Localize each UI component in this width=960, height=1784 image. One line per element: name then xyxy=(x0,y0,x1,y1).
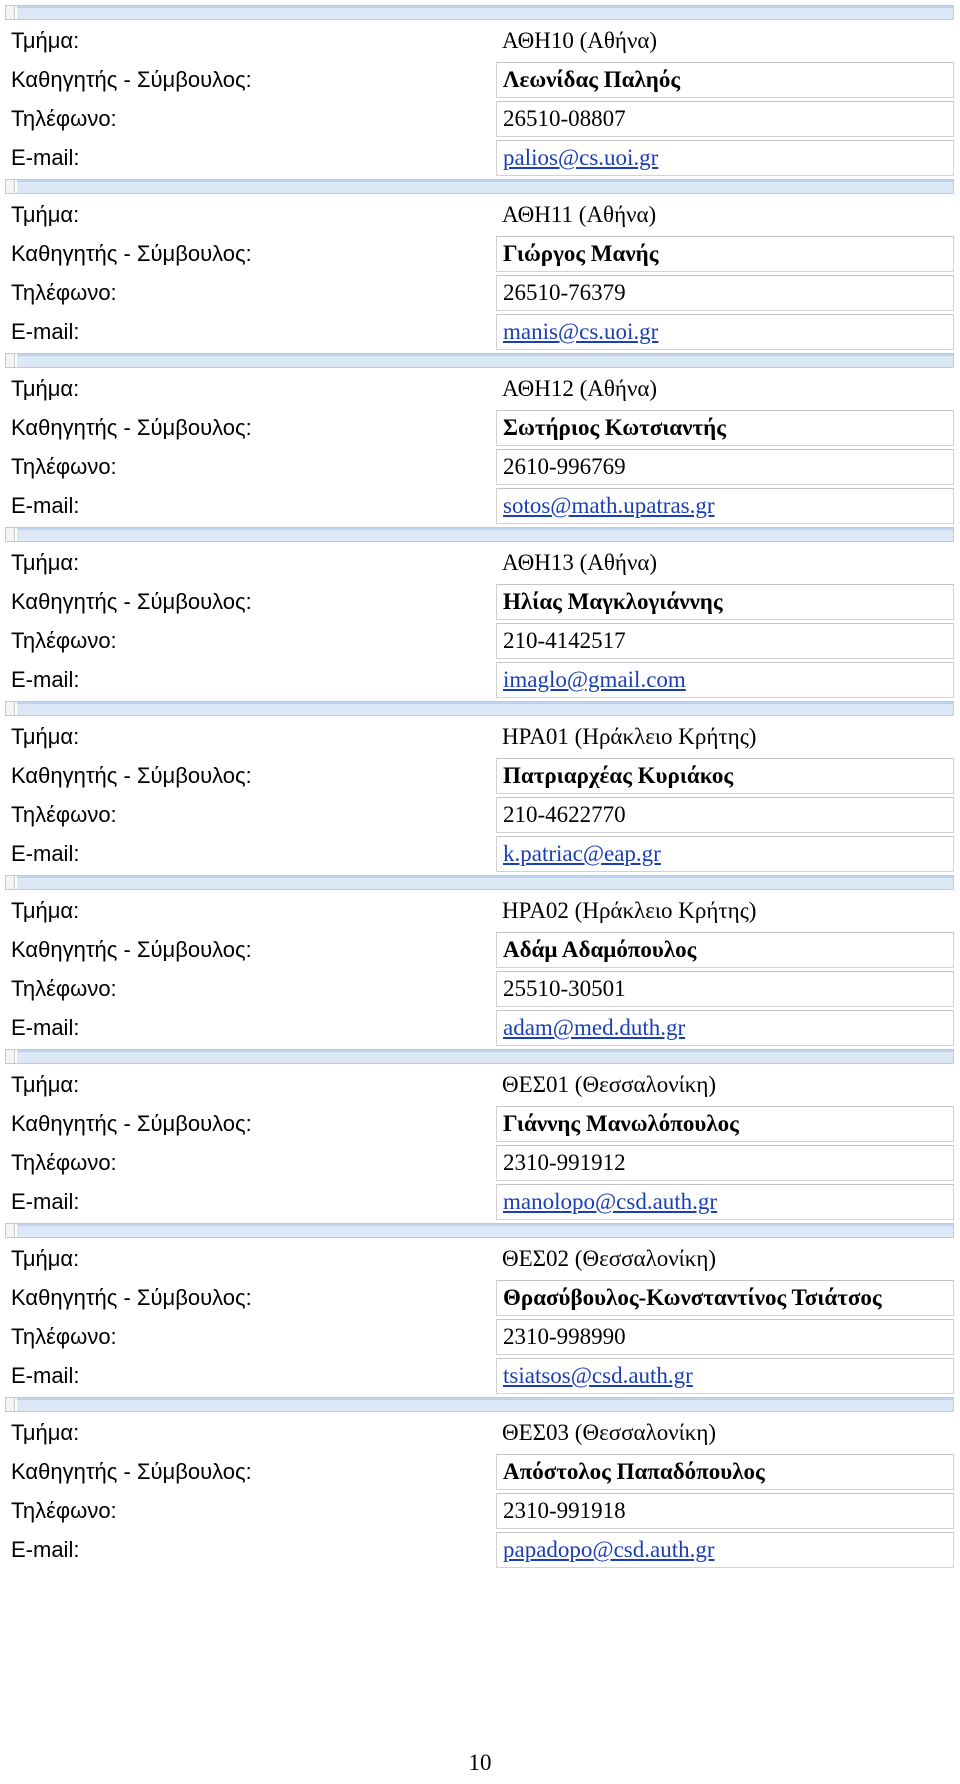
department-value-cell xyxy=(496,544,954,581)
advisor-value: Αδάμ Αδαμόπουλος xyxy=(503,937,697,962)
separator-left-cell xyxy=(6,354,15,367)
separator-right-cell xyxy=(17,6,953,19)
email-label: E-mail: xyxy=(11,493,80,518)
department-value: ΑΘΗ12 (Αθήνα) xyxy=(502,375,658,401)
entry-separator xyxy=(5,1397,954,1412)
email-value-cell xyxy=(496,836,954,872)
advisor-row xyxy=(5,1280,954,1316)
department-value: ΑΘΗ13 (Αθήνα) xyxy=(502,549,658,575)
advisor-label: Καθηγητής - Σύμβουλος: xyxy=(11,937,252,962)
advisor-row xyxy=(5,410,954,446)
advisor-row xyxy=(5,1106,954,1142)
advisor-entry xyxy=(5,179,954,350)
phone-label: Τηλέφωνο: xyxy=(11,1498,117,1523)
separator-left-cell xyxy=(6,1050,15,1063)
advisor-entry xyxy=(5,5,954,176)
separator-left-cell xyxy=(6,6,15,19)
advisor-row xyxy=(5,236,954,272)
department-value-cell xyxy=(496,892,954,929)
department-value-cell xyxy=(496,1414,954,1451)
department-label: Τμήμα: xyxy=(11,723,80,749)
phone-row xyxy=(5,275,954,311)
email-label: E-mail: xyxy=(11,145,80,170)
email-label: E-mail: xyxy=(11,1189,80,1214)
phone-label: Τηλέφωνο: xyxy=(11,454,117,479)
phone-value-cell xyxy=(496,449,954,485)
phone-row xyxy=(5,101,954,137)
entry-separator xyxy=(5,701,954,716)
email-row xyxy=(5,662,954,698)
email-row xyxy=(5,836,954,872)
email-value-cell xyxy=(496,488,954,524)
phone-value-cell xyxy=(496,623,954,659)
department-row xyxy=(5,370,954,407)
phone-value-cell xyxy=(496,1493,954,1529)
separator-right-cell xyxy=(17,528,953,541)
department-row xyxy=(5,1414,954,1451)
department-value: ΗΡΑ02 (Ηράκλειο Κρήτης) xyxy=(502,897,757,923)
advisor-value-cell xyxy=(496,236,954,272)
phone-value: 2310-991912 xyxy=(503,1150,626,1175)
advisor-label: Καθηγητής - Σύμβουλος: xyxy=(11,1459,252,1484)
phone-row xyxy=(5,971,954,1007)
department-value-cell xyxy=(496,718,954,755)
advisor-row xyxy=(5,758,954,794)
advisor-entry xyxy=(5,353,954,524)
advisor-value-cell xyxy=(496,1454,954,1490)
phone-row xyxy=(5,797,954,833)
email-row xyxy=(5,314,954,350)
department-value-cell xyxy=(496,196,954,233)
entry-separator xyxy=(5,179,954,194)
advisor-label: Καθηγητής - Σύμβουλος: xyxy=(11,415,252,440)
advisor-entry xyxy=(5,1397,954,1568)
email-link[interactable]: papadopo@csd.auth.gr xyxy=(503,1537,715,1562)
advisor-value: Απόστολος Παπαδόπουλος xyxy=(503,1459,765,1484)
entry-separator xyxy=(5,527,954,542)
phone-value-cell xyxy=(496,797,954,833)
email-link[interactable]: tsiatsos@csd.auth.gr xyxy=(503,1363,693,1388)
advisor-value: Πατριαρχέας Κυριάκος xyxy=(503,763,734,788)
phone-label: Τηλέφωνο: xyxy=(11,802,117,827)
entry-separator xyxy=(5,353,954,368)
email-value-cell xyxy=(496,1358,954,1394)
department-row xyxy=(5,1240,954,1277)
email-value-cell xyxy=(496,1184,954,1220)
department-row xyxy=(5,544,954,581)
entry-separator xyxy=(5,875,954,890)
advisor-value-cell xyxy=(496,584,954,620)
email-label: E-mail: xyxy=(11,841,80,866)
phone-value: 26510-76379 xyxy=(503,280,626,305)
email-value-cell xyxy=(496,1010,954,1046)
department-row xyxy=(5,196,954,233)
separator-right-cell xyxy=(17,876,953,889)
phone-label: Τηλέφωνο: xyxy=(11,1150,117,1175)
email-link[interactable]: imaglo@gmail.com xyxy=(503,667,686,692)
advisor-row xyxy=(5,932,954,968)
separator-right-cell xyxy=(17,1050,953,1063)
department-value-cell xyxy=(496,370,954,407)
advisor-entry xyxy=(5,527,954,698)
phone-value-cell xyxy=(496,971,954,1007)
advisors-table xyxy=(5,5,954,1571)
advisor-label: Καθηγητής - Σύμβουλος: xyxy=(11,67,252,92)
department-row xyxy=(5,1066,954,1103)
separator-right-cell xyxy=(17,180,953,193)
email-row xyxy=(5,1358,954,1394)
separator-left-cell xyxy=(6,702,15,715)
department-value: ΘΕΣ02 (Θεσσαλονίκη) xyxy=(502,1245,717,1271)
department-row xyxy=(5,718,954,755)
email-value-cell xyxy=(496,314,954,350)
department-value: ΑΘΗ10 (Αθήνα) xyxy=(502,27,658,53)
phone-value-cell xyxy=(496,1145,954,1181)
phone-value: 26510-08807 xyxy=(503,106,626,131)
email-row xyxy=(5,140,954,176)
department-label: Τμήμα: xyxy=(11,549,80,575)
separator-left-cell xyxy=(6,1398,15,1411)
phone-value: 2310-991918 xyxy=(503,1498,626,1523)
separator-left-cell xyxy=(6,1224,15,1237)
department-value-cell xyxy=(496,1240,954,1277)
email-label: E-mail: xyxy=(11,1363,80,1388)
department-value: ΑΘΗ11 (Αθήνα) xyxy=(502,201,657,227)
separator-left-cell xyxy=(6,876,15,889)
email-label: E-mail: xyxy=(11,1015,80,1040)
phone-value-cell xyxy=(496,275,954,311)
phone-value: 210-4622770 xyxy=(503,802,626,827)
separator-left-cell xyxy=(6,180,15,193)
advisor-label: Καθηγητής - Σύμβουλος: xyxy=(11,1111,252,1136)
page-number: 10 xyxy=(468,1750,492,1775)
department-row xyxy=(5,892,954,929)
department-row xyxy=(5,22,954,59)
email-value-cell xyxy=(496,662,954,698)
email-link[interactable]: k.patriac@eap.gr xyxy=(503,841,661,866)
advisor-label: Καθηγητής - Σύμβουλος: xyxy=(11,589,252,614)
advisor-row xyxy=(5,584,954,620)
phone-value: 2610-996769 xyxy=(503,454,626,479)
advisor-value: Ηλίας Μαγκλογιάννης xyxy=(503,589,723,614)
entry-separator xyxy=(5,1049,954,1064)
department-label: Τμήμα: xyxy=(11,1419,80,1445)
advisor-value-cell xyxy=(496,758,954,794)
phone-row xyxy=(5,449,954,485)
department-label: Τμήμα: xyxy=(11,27,80,53)
advisor-value: Θρασύβουλος-Κωνσταντίνος Τσιάτσος xyxy=(503,1285,882,1310)
advisor-entry xyxy=(5,701,954,872)
department-value: ΘΕΣ03 (Θεσσαλονίκη) xyxy=(502,1419,717,1445)
phone-row xyxy=(5,1319,954,1355)
entry-separator xyxy=(5,1223,954,1238)
email-value-cell xyxy=(496,1532,954,1568)
separator-right-cell xyxy=(17,1224,953,1237)
department-label: Τμήμα: xyxy=(11,897,80,923)
email-link[interactable]: adam@med.duth.gr xyxy=(503,1015,686,1040)
phone-value: 210-4142517 xyxy=(503,628,626,653)
department-value-cell xyxy=(496,1066,954,1103)
separator-right-cell xyxy=(17,702,953,715)
phone-label: Τηλέφωνο: xyxy=(11,106,117,131)
advisor-value-cell xyxy=(496,1280,954,1316)
phone-value-cell xyxy=(496,101,954,137)
advisor-value-cell xyxy=(496,1106,954,1142)
department-label: Τμήμα: xyxy=(11,201,80,227)
phone-value-cell xyxy=(496,1319,954,1355)
advisor-label: Καθηγητής - Σύμβουλος: xyxy=(11,1285,252,1310)
phone-row xyxy=(5,623,954,659)
advisor-entry xyxy=(5,1223,954,1394)
phone-value: 2310-998990 xyxy=(503,1324,626,1349)
advisor-value: Λεωνίδας Παληός xyxy=(503,67,681,92)
email-link[interactable]: sotos@math.upatras.gr xyxy=(503,493,715,518)
separator-right-cell xyxy=(17,354,953,367)
email-row xyxy=(5,1010,954,1046)
phone-label: Τηλέφωνο: xyxy=(11,976,117,1001)
entry-separator xyxy=(5,5,954,20)
email-link[interactable]: manolopo@csd.auth.gr xyxy=(503,1189,718,1214)
department-label: Τμήμα: xyxy=(11,1245,80,1271)
advisor-row xyxy=(5,1454,954,1490)
email-row xyxy=(5,1184,954,1220)
email-link[interactable]: palios@cs.uoi.gr xyxy=(503,145,659,170)
phone-label: Τηλέφωνο: xyxy=(11,1324,117,1349)
department-label: Τμήμα: xyxy=(11,1071,80,1097)
department-value: ΘΕΣ01 (Θεσσαλονίκη) xyxy=(502,1071,717,1097)
phone-label: Τηλέφωνο: xyxy=(11,280,117,305)
advisor-label: Καθηγητής - Σύμβουλος: xyxy=(11,241,252,266)
email-link[interactable]: manis@cs.uoi.gr xyxy=(503,319,659,344)
advisor-value-cell xyxy=(496,62,954,98)
email-label: E-mail: xyxy=(11,667,80,692)
email-label: E-mail: xyxy=(11,319,80,344)
advisor-entry xyxy=(5,875,954,1046)
phone-label: Τηλέφωνο: xyxy=(11,628,117,653)
email-row xyxy=(5,488,954,524)
phone-value: 25510-30501 xyxy=(503,976,626,1001)
department-label: Τμήμα: xyxy=(11,375,80,401)
advisor-value: Γιάννης Μανωλόπουλος xyxy=(503,1111,739,1136)
advisor-value-cell xyxy=(496,932,954,968)
department-value-cell xyxy=(496,22,954,59)
phone-row xyxy=(5,1145,954,1181)
advisor-value: Σωτήριος Κωτσιαντής xyxy=(503,415,726,440)
advisor-entry xyxy=(5,1049,954,1220)
department-value: ΗΡΑ01 (Ηράκλειο Κρήτης) xyxy=(502,723,757,749)
advisor-value-cell xyxy=(496,410,954,446)
separator-right-cell xyxy=(17,1398,953,1411)
advisor-row xyxy=(5,62,954,98)
email-value-cell xyxy=(496,140,954,176)
advisor-label: Καθηγητής - Σύμβουλος: xyxy=(11,763,252,788)
email-label: E-mail: xyxy=(11,1537,80,1562)
email-row xyxy=(5,1532,954,1568)
phone-row xyxy=(5,1493,954,1529)
advisor-value: Γιώργος Μανής xyxy=(503,241,659,266)
separator-left-cell xyxy=(6,528,15,541)
